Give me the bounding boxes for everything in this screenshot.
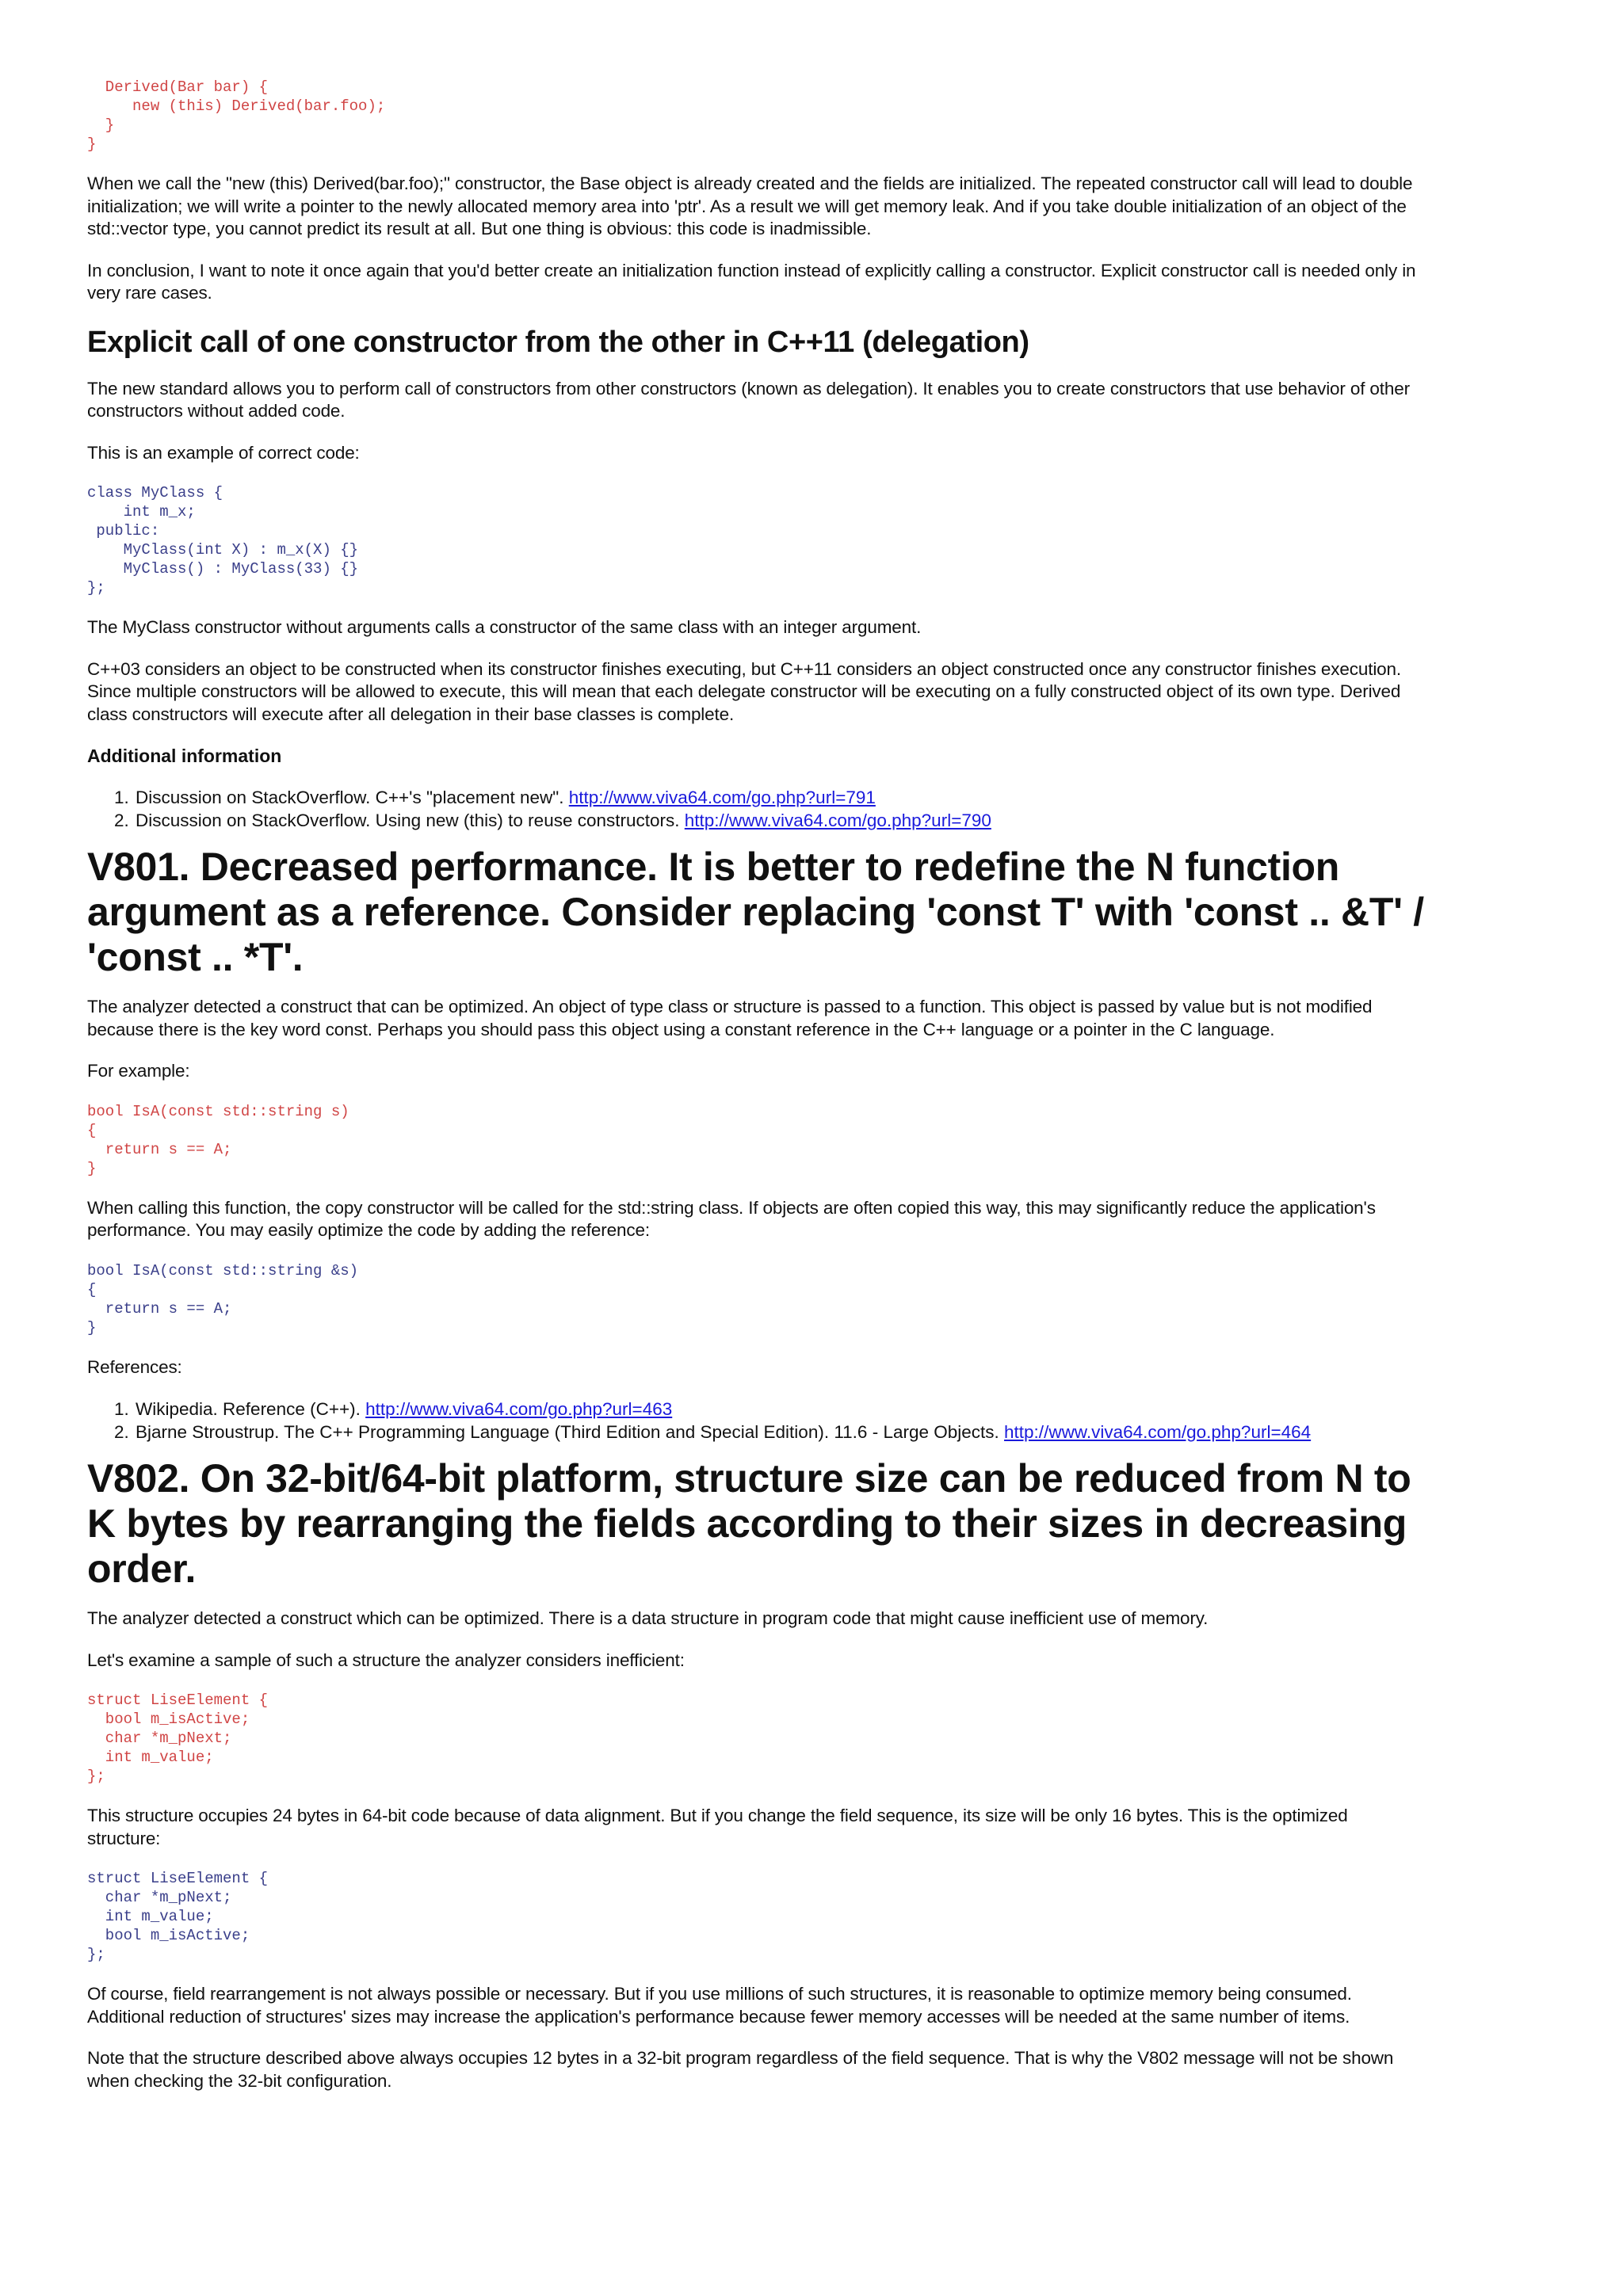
paragraph-v802-intro: The analyzer detected a construct which can be optimized. There is a data structure in program code that might cause inefficient use of memory. [87,1608,1209,1628]
paragraph-field-rearrangement: Of course, field rearrangement is not always possible or necessary. But if you use millions of such structures, it is reasonable to optimize memory being consumed. Additional reduction of structures' sizes may increase the application's performance because fewer memory accesses will be needed at the same number of items. [87,1984,1352,2027]
paragraph-correct-code-label: This is an example of correct code: [87,442,360,463]
paragraph-copy-constructor: When calling this function, the copy constructor will be called for the std::string class. If objects are often copied this way, this may significantly reduce the application's performance. You may easily optimize the code by adding the reference: [87,1197,1376,1240]
heading-delegation: Explicit call of one constructor from the other in C++11 (delegation) [87,325,1029,359]
code-isa-by-reference: bool IsA(const std::string &s) { return s == A; } [87,1261,359,1337]
reference-link[interactable]: http://www.viva64.com/go.php?url=464 [1004,1422,1312,1442]
list-item [134,809,1425,832]
code-myclass: class MyClass { int m_x; public: MyClass(int X) : m_x(X) {} MyClass() : MyClass(33) {} }; [87,484,359,597]
heading-v802: V802. On 32-bit/64-bit platform, structure size can be reduced from N to K bytes by rearranging the fields according to their sizes in decreasing order. [87,1456,1411,1591]
paragraph-v801-intro: The analyzer detected a construct that can be optimized. An object of type class or structure is passed to a function. This object is passed by value but is not modified because there is the key word const. Perhaps you should pass this object using a constant reference in the C++ language or a pointer in the C language. [87,997,1373,1039]
reference-link[interactable]: http://www.viva64.com/go.php?url=463 [365,1399,673,1419]
list-item [134,1421,1425,1444]
reference-link[interactable]: http://www.viva64.com/go.php?url=790 [684,810,991,830]
list-item-text: Bjarne Stroustrup. The C++ Programming Language (Third Edition and Special Edition). 11.6 - Large Objects. [136,1422,1005,1442]
code-struct-optimized: struct LiseElement { char *m_pNext; int m_value; bool m_isActive; }; [87,1870,269,1963]
reference-link[interactable]: http://www.viva64.com/go.php?url=791 [568,788,876,807]
list-item-text: Discussion on StackOverflow. Using new (this) to reuse constructors. [136,810,685,830]
list-references [87,1398,1425,1444]
heading-additional-information: Additional information [87,746,282,766]
code-derived-tail: Derived(Bar bar) { new (this) Derived(bar.foo); } } [87,78,386,153]
paragraph-references-label: References: [87,1356,182,1377]
list-additional-information [87,786,1425,832]
paragraph-32-bit-note: Note that the structure described above always occupies 12 bytes in a 32-bit program regardless of the field sequence. That is why the V802 message will not be shown when checking the 32-bit configuration. [87,2048,1394,2091]
paragraph-examine-sample: Let's examine a sample of such a structure the analyzer considers inefficient: [87,1650,685,1670]
paragraph-cpp03-cpp11: C++03 considers an object to be constructed when its constructor finishes executing, but C++11 considers an object constructed once any constructor finishes execution. Since multiple constructors will be allowed to execute, this will mean that each delegate constructor will be executing on a fully constructed object of its own type. Derived class constructors will execute after all delegation in their base classes is complete. [87,658,1401,724]
paragraph-myclass-constructor: The MyClass constructor without arguments calls a constructor of the same class with an integer argument. [87,617,922,637]
paragraph-double-initialization: When we call the "new (this) Derived(bar.foo);" constructor, the Base object is already created and the fields are initialized. The repeated constructor call will lead to double initialization; we will write a pointer to the newly allocated memory area into 'ptr'. As a result we will get memory leak. And if you take double initialization of an object of the std::vector type, you cannot predict its result at all. But one thing is obvious: this code is inadmissible. [87,174,1413,238]
paragraph-conclusion: In conclusion, I want to note it once again that you'd better create an initialization function instead of explicitly calling a constructor. Explicit constructor call is needed only in very rare cases. [87,260,1416,303]
list-item [134,1398,1425,1421]
paragraph-delegation-intro: The new standard allows you to perform call of constructors from other constructors (known as delegation). It enables you to create constructors that use behavior of other constructors without added code. [87,378,1410,421]
code-isa-by-value: bool IsA(const std::string s) { return s == A; } [87,1102,349,1177]
list-item-text: Discussion on StackOverflow. C++'s "placement new". [136,788,569,807]
heading-v801: V801. Decreased performance. It is better to redefine the N function argument as a reference. Consider replacing 'const T' with 'const .. &T' / 'const .. *T'. [87,845,1424,979]
list-item-text: Wikipedia. Reference (C++). [136,1399,366,1419]
paragraph-for-example: For example: [87,1061,190,1081]
code-struct-inefficient: struct LiseElement { bool m_isActive; char *m_pNext; int m_value; }; [87,1691,269,1785]
list-item [134,786,1425,809]
paragraph-24-bytes: This structure occupies 24 bytes in 64-bit code because of data alignment. But if you change the field sequence, its size will be only 16 bytes. This is the optimized structure: [87,1806,1348,1848]
